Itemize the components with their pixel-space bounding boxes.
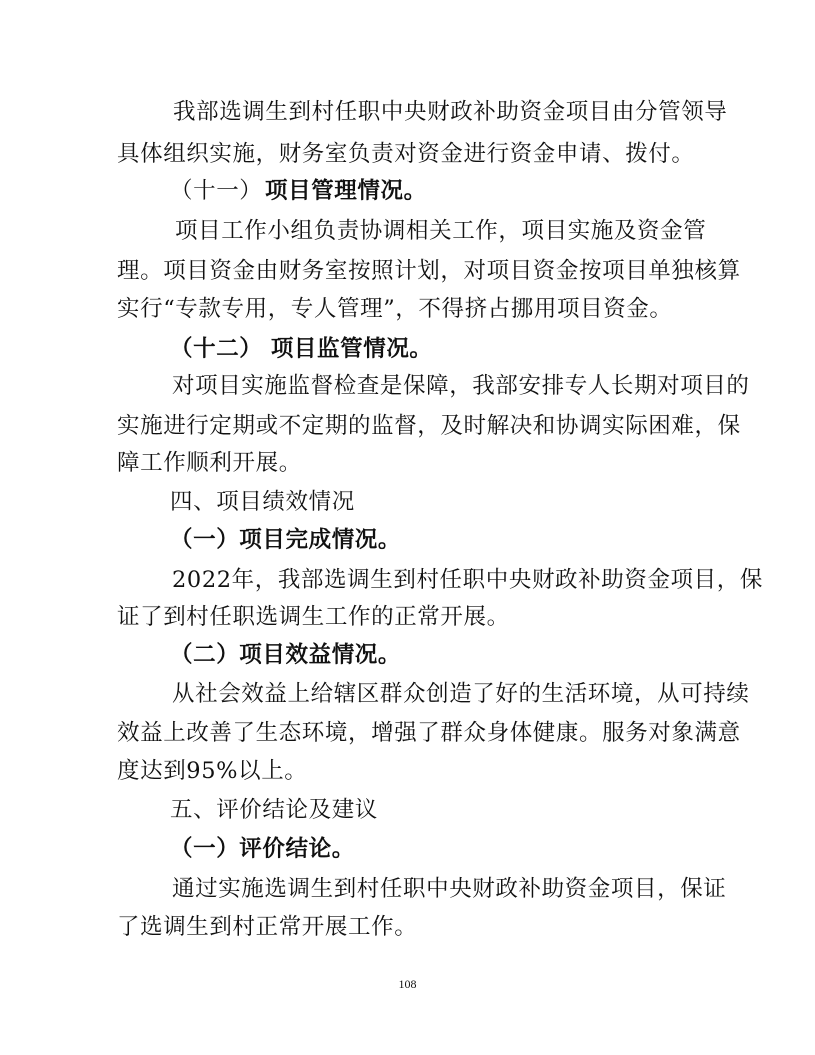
para-benefit-line2: 效益上改善了生态环境，增强了群众身体健康。服务对象满意 <box>117 720 741 746</box>
para-supervision-line2: 实施进行定期或不定期的监督，及时解决和协调实际困难，保 <box>117 413 741 439</box>
section-12-heading: （十二） 项目监管情况。 <box>170 336 433 362</box>
section-11-label: （十一） <box>170 178 263 204</box>
para-completion-line1: 2022年，我部选调生到村任职中央财政补助资金项目，保 <box>172 567 763 593</box>
para-completion-line2: 证了到村任职选调生工作的正常开展。 <box>117 604 510 630</box>
sub-5-1-heading: （一）评价结论。 <box>170 836 355 862</box>
para-implementation-line1: 我部选调生到村任职中央财政补助资金项目由分管领导 <box>173 99 728 125</box>
para-supervision-line1: 对项目实施监督检查是保障，我部安排专人长期对项目的 <box>172 373 750 399</box>
section-11-title: 项目管理情况。 <box>265 178 427 204</box>
para-benefit-line3: 度达到95%以上。 <box>117 758 308 784</box>
page-number: 108 <box>398 977 417 991</box>
para-management-line3: 实行“专款专用，专人管理”，不得挤占挪用项目资金。 <box>117 296 673 322</box>
section-4-heading: 四、项目绩效情况 <box>170 489 355 515</box>
para-supervision-line3: 障工作顺利开展。 <box>117 450 302 476</box>
para-management-line2: 理。项目资金由财务室按照计划，对项目资金按项目单独核算 <box>117 258 741 284</box>
para-conclusion-line2: 了选调生到村正常开展工作。 <box>117 914 418 940</box>
para-implementation-line2: 具体组织实施，财务室负责对资金进行资金申请、拨付。 <box>117 141 695 167</box>
para-conclusion-line1: 通过实施选调生到村任职中央财政补助资金项目，保证 <box>172 876 727 902</box>
para-benefit-line1: 从社会效益上给辖区群众创造了好的生活环境，从可持续 <box>172 681 750 707</box>
section-5-heading: 五、评价结论及建议 <box>170 797 378 823</box>
sub-4-1-heading: （一）项目完成情况。 <box>170 527 402 553</box>
para-management-line1: 项目工作小组负责协调相关工作，项目实施及资金管 <box>175 218 707 244</box>
sub-4-2-heading: （二）项目效益情况。 <box>170 642 402 668</box>
